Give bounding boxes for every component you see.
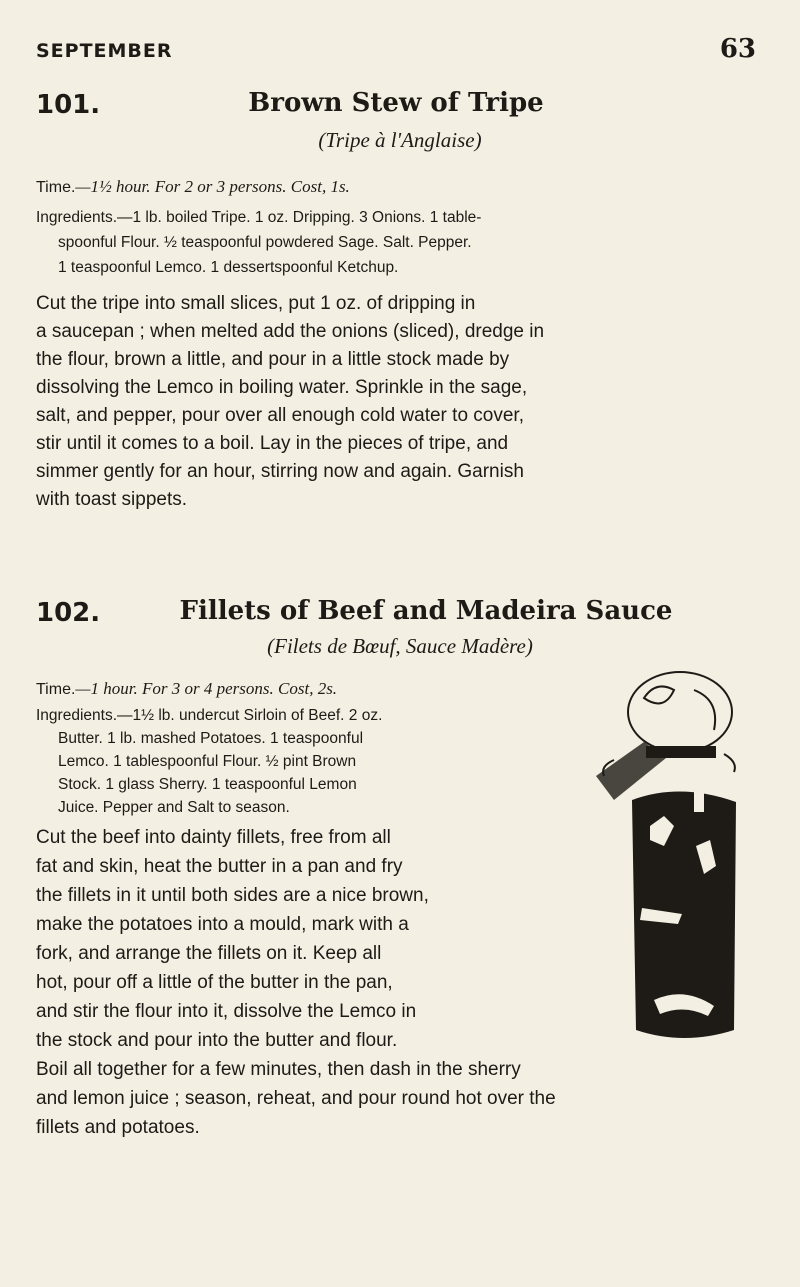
method-line: the flour, brown a little, and pour in a little stock made by xyxy=(36,349,510,370)
method-line: and stir the flour into it, dissolve the Lemco in xyxy=(36,1001,417,1022)
recipe-number: 101. xyxy=(36,90,101,120)
running-title: SEPTEMBER xyxy=(36,40,173,62)
time-label: Time. xyxy=(36,179,76,196)
recipe-title: Fillets of Beef and Madeira Sauce xyxy=(179,596,673,626)
ingredients-line: spoonful Flour. ½ teaspoonful powdered Sage. Salt. Pepper. xyxy=(58,234,472,251)
method-line: fillets and potatoes. xyxy=(36,1117,200,1138)
method-line: a saucepan ; when melted add the onions (sliced), dredge in xyxy=(36,321,545,342)
ingredients-line: —1½ lb. undercut Sirloin of Beef. 2 oz. xyxy=(117,707,383,724)
method-line: make the potatoes into a mould, mark with a xyxy=(36,914,409,935)
recipe-method xyxy=(36,290,760,514)
recipe-102-heading xyxy=(36,598,756,638)
recipe-time xyxy=(36,676,337,702)
method-line: fat and skin, heat the butter in a pan and fry xyxy=(36,856,403,877)
recipe-ingredients xyxy=(36,704,556,819)
method-line: the fillets in it until both sides are a nice brown, xyxy=(36,885,429,906)
ingredients-line: 1 teaspoonful Lemco. 1 dessertspoonful Ketchup. xyxy=(58,259,399,276)
recipe-subtitle: (Filets de Bœuf, Sauce Madère) xyxy=(267,634,533,658)
ingredients-line: Stock. 1 glass Sherry. 1 teaspoonful Lemon xyxy=(58,776,357,793)
method-line: salt, and pepper, pour over all enough cold water to cover, xyxy=(36,405,524,426)
method-line: Boil all together for a few minutes, then dash in the sherry xyxy=(36,1059,521,1080)
method-line: stir until it comes to a boil. Lay in the pieces of tripe, and xyxy=(36,433,509,454)
method-line: dissolving the Lemco in boiling water. Sprinkle in the sage, xyxy=(36,377,528,398)
method-line: simmer gently for an hour, stirring now and again. Garnish xyxy=(36,461,524,482)
recipe-method xyxy=(36,823,576,1055)
recipe-ingredients xyxy=(36,205,716,280)
ingredients-label: Ingredients. xyxy=(36,209,117,226)
method-line: fork, and arrange the fillets on it. Keep all xyxy=(36,943,382,964)
ingredients-label: Ingredients. xyxy=(36,707,117,724)
ingredients-line: —1 lb. boiled Tripe. 1 oz. Dripping. 3 Onions. 1 table- xyxy=(117,209,482,226)
method-line: with toast sippets. xyxy=(36,489,188,510)
recipe-101-heading xyxy=(36,90,756,130)
ingredients-line: Lemco. 1 tablespoonful Flour. ½ pint Brown xyxy=(58,753,357,770)
time-label: Time. xyxy=(36,681,76,698)
ingredients-line: Butter. 1 lb. mashed Potatoes. 1 teaspoonful xyxy=(58,730,364,747)
time-text: —1 hour. For 3 or 4 persons. Cost, 2s. xyxy=(75,679,338,698)
page-header xyxy=(36,34,756,74)
recipe-time xyxy=(36,174,350,200)
recipe-title: Brown Stew of Tripe xyxy=(248,88,544,118)
method-line: Cut the beef into dainty fillets, free from all xyxy=(36,827,391,848)
time-text: —1½ hour. For 2 or 3 persons. Cost, 1s. xyxy=(75,177,350,196)
method-line: hot, pour off a little of the butter in the pan, xyxy=(36,972,393,993)
method-line: and lemon juice ; season, reheat, and pour round hot over the xyxy=(36,1088,556,1109)
method-line: Cut the tripe into small slices, put 1 oz. of dripping in xyxy=(36,293,476,314)
recipe-subtitle: (Tripe à l'Anglaise) xyxy=(318,128,482,152)
page-number: 63 xyxy=(719,34,756,64)
method-line: the stock and pour into the butter and flour. xyxy=(36,1030,398,1051)
recipe-number: 102. xyxy=(36,598,101,628)
lemco-jar-illustration xyxy=(584,650,760,1040)
ingredients-line: Juice. Pepper and Salt to season. xyxy=(58,799,290,816)
recipe-method-continued xyxy=(36,1055,760,1142)
